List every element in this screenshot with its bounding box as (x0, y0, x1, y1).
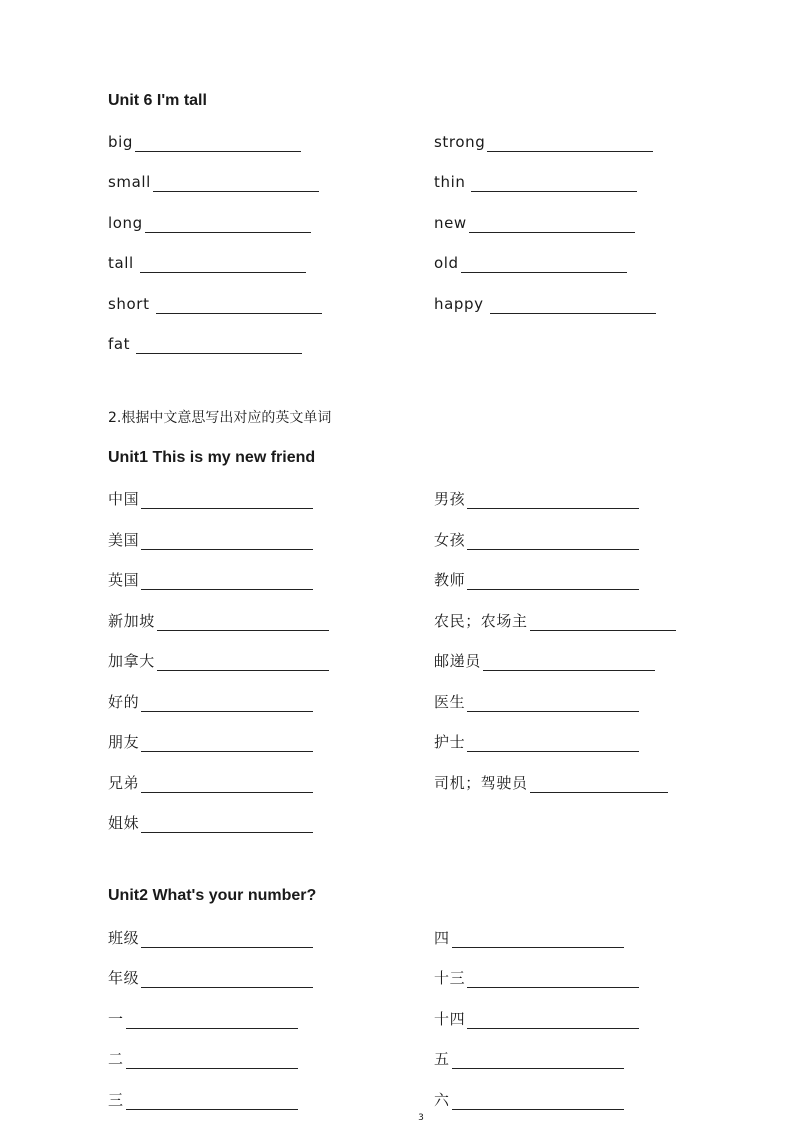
answer-blank[interactable] (461, 256, 627, 273)
word-label: tall (108, 254, 134, 272)
unit1-item (108, 730, 313, 752)
answer-blank[interactable] (452, 1052, 624, 1069)
word-label: 医生 (434, 693, 466, 711)
unit2-item (108, 926, 313, 948)
word-label: thin (434, 173, 466, 191)
word-label: 美国 (108, 531, 140, 549)
word-label: 五 (434, 1050, 450, 1068)
unit2-item (108, 1047, 298, 1069)
word-label: 一 (108, 1010, 124, 1028)
answer-blank[interactable] (157, 614, 329, 631)
answer-blank[interactable] (141, 533, 313, 550)
unit6-item-strong (434, 130, 653, 152)
answer-blank[interactable] (452, 931, 624, 948)
answer-blank[interactable] (156, 297, 322, 314)
unit6-item-thin (434, 170, 637, 192)
word-label: 新加坡 (108, 612, 155, 630)
answer-blank[interactable] (126, 1093, 298, 1110)
unit1-item (434, 487, 639, 509)
answer-blank[interactable] (141, 971, 313, 988)
answer-blank[interactable] (467, 735, 639, 752)
word-label: 农民；农场主 (434, 612, 528, 630)
unit1-item (108, 609, 329, 631)
word-label: small (108, 173, 151, 191)
word-label: 姐妹 (108, 814, 140, 832)
answer-blank[interactable] (483, 654, 655, 671)
answer-blank[interactable] (467, 971, 639, 988)
answer-blank[interactable] (141, 573, 313, 590)
unit2-heading: Unit2 What's your number? (108, 887, 317, 904)
unit1-item (108, 690, 313, 712)
answer-blank[interactable] (141, 492, 313, 509)
answer-blank[interactable] (467, 533, 639, 550)
answer-blank[interactable] (471, 175, 637, 192)
word-label: new (434, 214, 467, 232)
answer-blank[interactable] (145, 216, 311, 233)
word-label: 二 (108, 1050, 124, 1068)
word-label: fat (108, 335, 131, 353)
answer-blank[interactable] (490, 297, 656, 314)
word-label: 护士 (434, 733, 466, 751)
answer-blank[interactable] (487, 135, 653, 152)
word-label: 六 (434, 1091, 450, 1109)
word-label: 教师 (434, 571, 466, 589)
unit2-item (434, 966, 639, 988)
answer-blank[interactable] (126, 1052, 298, 1069)
unit1-item (434, 730, 639, 752)
answer-blank[interactable] (153, 175, 319, 192)
word-label: short (108, 295, 150, 313)
answer-blank[interactable] (452, 1093, 624, 1110)
unit1-item (108, 568, 313, 590)
answer-blank[interactable] (469, 216, 635, 233)
word-label: 班级 (108, 929, 140, 947)
answer-blank[interactable] (126, 1012, 298, 1029)
page-number: 3 (418, 1113, 424, 1123)
word-label: big (108, 133, 134, 151)
word-label: happy (434, 295, 484, 313)
unit6-item-old (434, 251, 627, 273)
answer-blank[interactable] (141, 776, 313, 793)
word-label: 英国 (108, 571, 140, 589)
word-label: long (108, 214, 143, 232)
unit6-heading: Unit 6 I'm tall (108, 92, 207, 109)
word-label: 司机；驾驶员 (434, 774, 528, 792)
word-label: 十三 (434, 969, 466, 987)
word-label: 男孩 (434, 490, 466, 508)
unit2-item (434, 1047, 624, 1069)
section-instruction: 2.根据中文意思写出对应的英文单词 (108, 410, 332, 426)
unit1-heading: Unit1 This is my new friend (108, 449, 316, 466)
word-label: 加拿大 (108, 652, 155, 670)
unit6-item-big (108, 130, 301, 152)
word-label: strong (434, 133, 486, 151)
unit6-item-new (434, 211, 635, 233)
unit1-item (434, 528, 639, 550)
word-label: 邮递员 (434, 652, 481, 670)
answer-blank[interactable] (141, 695, 313, 712)
word-label: 十四 (434, 1010, 466, 1028)
unit6-item-short (108, 292, 322, 314)
answer-blank[interactable] (467, 573, 639, 590)
unit1-item (108, 649, 329, 671)
unit2-item (108, 1007, 298, 1029)
unit2-item (108, 1088, 298, 1110)
unit1-item (108, 771, 313, 793)
answer-blank[interactable] (157, 654, 329, 671)
unit6-item-tall (108, 251, 306, 273)
word-label: 兄弟 (108, 774, 140, 792)
word-label: old (434, 254, 459, 272)
answer-blank[interactable] (136, 337, 302, 354)
word-label: 四 (434, 929, 450, 947)
word-label: 年级 (108, 969, 140, 987)
unit1-item (434, 690, 639, 712)
answer-blank[interactable] (530, 614, 676, 631)
unit6-item-happy (434, 292, 656, 314)
answer-blank[interactable] (530, 776, 668, 793)
unit1-item (434, 649, 655, 671)
word-label: 女孩 (434, 531, 466, 549)
unit2-item (108, 966, 313, 988)
unit6-item-fat (108, 332, 302, 354)
unit6-item-small (108, 170, 319, 192)
unit1-item (108, 811, 313, 833)
answer-blank[interactable] (135, 135, 301, 152)
answer-blank[interactable] (467, 1012, 639, 1029)
word-label: 朋友 (108, 733, 140, 751)
unit1-item (108, 528, 313, 550)
answer-blank[interactable] (141, 816, 313, 833)
answer-blank[interactable] (467, 695, 639, 712)
unit1-item (108, 487, 313, 509)
answer-blank[interactable] (141, 735, 313, 752)
answer-blank[interactable] (140, 256, 306, 273)
answer-blank[interactable] (467, 492, 639, 509)
answer-blank[interactable] (141, 931, 313, 948)
word-label: 好的 (108, 693, 140, 711)
unit2-item (434, 1007, 639, 1029)
unit6-item-long (108, 211, 311, 233)
word-label: 中国 (108, 490, 140, 508)
unit2-item (434, 1088, 624, 1110)
unit1-item (434, 568, 639, 590)
word-label: 三 (108, 1091, 124, 1109)
unit1-item (434, 609, 676, 631)
unit2-item (434, 926, 624, 948)
unit1-item (434, 771, 668, 793)
